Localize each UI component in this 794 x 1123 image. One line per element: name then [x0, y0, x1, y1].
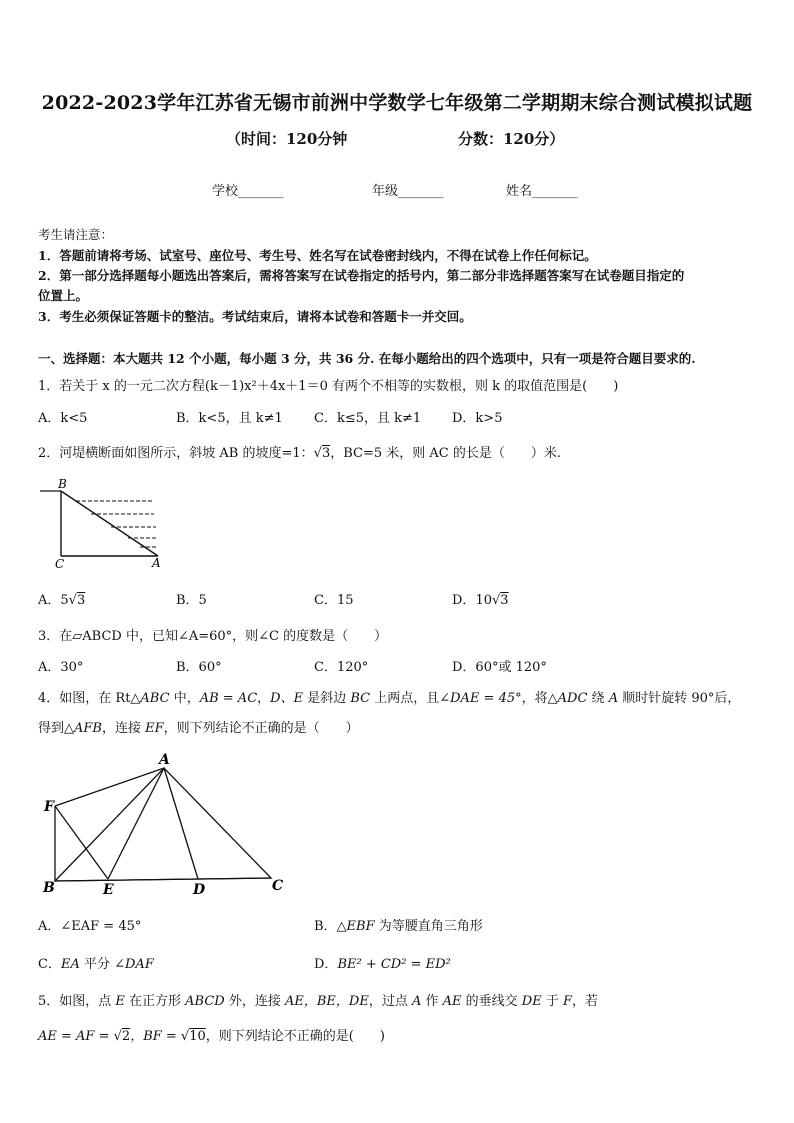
exam-score: 分数：120分）: [458, 130, 565, 148]
point-b-label: B: [58, 477, 67, 491]
notice-heading: 考生请注意：: [38, 227, 114, 242]
point-e-label: E: [103, 882, 114, 896]
grade-field: 年级_______: [372, 184, 444, 199]
q1-option-b: B．k<5，且 k≠1: [176, 411, 283, 426]
q4-option-a: A．∠EAF = 45°: [38, 919, 142, 934]
page-title: 2022-2023学年江苏省无锡市前洲中学数学七年级第二学期期末综合测试模拟试题: [41, 92, 753, 114]
notice-item: 3．考生必须保证答题卡的整洁。考试结束后，请将本试卷和答题卡一并交回。: [38, 309, 472, 324]
q4-option-d: D．BE² + CD² = ED²: [314, 957, 451, 972]
q4-option-c: C．EA 平分 ∠DAF: [38, 957, 154, 972]
point-c-label: C: [55, 557, 65, 571]
q2-embankment-figure: [36, 472, 176, 572]
point-b-label: B: [43, 880, 55, 896]
name-field: 姓名_______: [506, 184, 578, 199]
q3-option-b: B．60°: [176, 660, 222, 675]
question-1-stem: 1．若关于 x 的一元二次方程(k－1)x²＋4x＋1＝0 有两个不相等的实数根，则 k 的取值范围是( ): [38, 379, 619, 394]
sqrt-symbol: √: [491, 593, 501, 608]
sqrt-symbol: √: [180, 1029, 190, 1044]
q3-option-d: D．60°或 120°: [452, 660, 547, 675]
point-a-label: A: [159, 752, 170, 768]
notice-item: 1．答题前请将考场、试室号、座位号、考生号、姓名写在试卷密封线内，不得在试卷上作任何标记。: [38, 248, 597, 263]
question-4-line-2: 得到△AFB，连接 EF，则下列结论不正确的是（ ）: [38, 721, 359, 736]
notice-item: 位置上。: [38, 288, 89, 303]
q3-option-c: C．120°: [314, 660, 369, 675]
notice-item: 2．第一部分选择题每小题选出答案后，需将答案写在试卷指定的括号内，第二部分非选择题答案写在试卷题目指定的: [38, 268, 685, 283]
section-heading: 一、选择题：本大题共 12 个小题，每小题 3 分，共 36 分. 在每小题给出的四个选项中，只有一项是符合题目要求的.: [38, 351, 696, 366]
school-field: 学校_______: [212, 184, 284, 199]
sqrt-symbol: √: [313, 446, 322, 461]
q3-option-a: A．30°: [38, 660, 84, 675]
question-2-stem: 2．河堤横断面如图所示，斜坡 AB 的坡度=1：√3，BC=5 米，则 AC 的长是（ ）米.: [38, 446, 562, 461]
point-f-label: F: [44, 799, 54, 815]
sqrt-symbol: √: [68, 593, 77, 608]
question-3-stem: 3．在▱ABCD 中，已知∠A=60°，则∠C 的度数是（ ）: [38, 629, 388, 644]
q2-option-c: C．15: [314, 593, 354, 608]
question-5-line-1: 5．如图，点 E 在正方形 ABCD 外，连接 AE，BE，DE，过点 A 作 AE 的垂线交 DE 于 F，若: [38, 994, 599, 1009]
point-d-label: D: [193, 882, 206, 896]
q4-option-b: B．△EBF 为等腰直角三角形: [314, 919, 483, 934]
exam-time: （时间：120分钟: [226, 130, 348, 148]
question-5-line-2: AE = AF = √2，BF = √10，则下列结论不正确的是( ): [38, 1029, 385, 1044]
q4-triangle-figure: [38, 748, 298, 896]
question-4-line-1: 4．如图，在 Rt△ABC 中，AB = AC，D、E 是斜边 BC 上两点，且∠DAE = 45°，将△ADC 绕 A 顺时针旋转 90°后，: [38, 691, 741, 706]
q1-option-c: C．k≤5，且 k≠1: [314, 411, 422, 426]
q1-option-d: D．k>5: [452, 411, 503, 426]
q2-option-a: A．5√3: [38, 593, 86, 608]
point-c-label: C: [272, 878, 284, 894]
q2-option-b: B．5: [176, 593, 207, 608]
sqrt-symbol: √: [113, 1029, 122, 1044]
q1-option-a: A．k<5: [38, 411, 88, 426]
point-a-label: A: [152, 556, 161, 570]
q2-option-d: D．10√3: [452, 593, 509, 608]
